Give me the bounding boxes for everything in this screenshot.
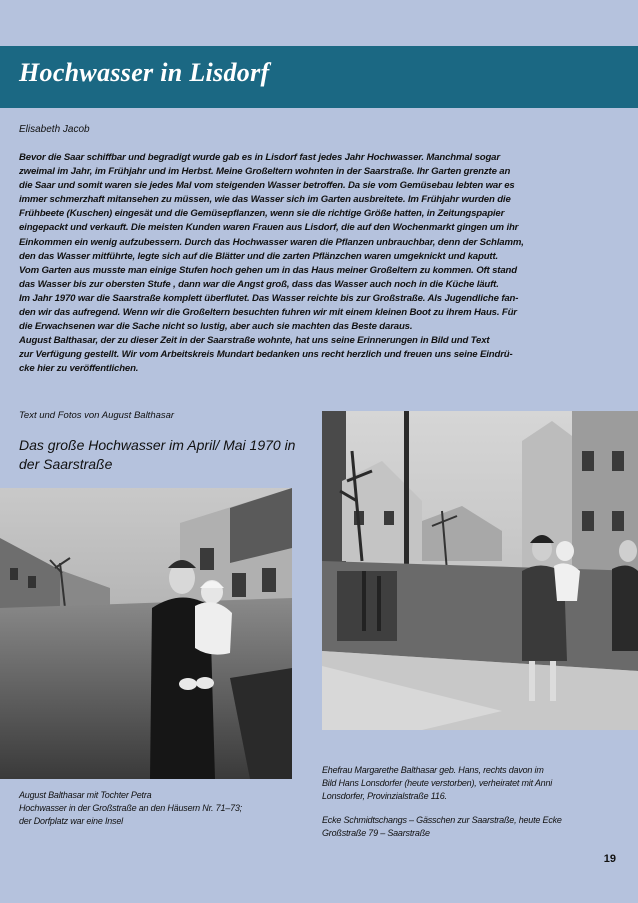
body-line: August Balthasar, der zu dieser Zeit in der Saarstraße wohnte, hat uns seine Erinnerungen in Bild und Text [19, 335, 490, 347]
subtitle-line: Das große Hochwasser im April/ Mai 1970 in [19, 437, 296, 453]
caption-left [19, 789, 242, 827]
body-line: den das Wasser mitführte, legte sich auf die Blätter und die zarten Pflänzchen waren umgeknickt und kaputt. [19, 250, 499, 262]
author: Elisabeth Jacob [19, 124, 90, 135]
body-line: Bevor die Saar schiffbar und begradigt wurde gab es in Lisdorf fast jedes Jahr Hochwasser. Manchmal sogar [19, 152, 500, 163]
flood-photo-grossstrasse [0, 488, 292, 779]
article-body [19, 151, 619, 377]
caption-line: August Balthasar mit Tochter Petra [19, 790, 152, 800]
body-line: Frühbeete (Kuschen) eingesät und die Gemüsepflanzen, wenn sie die richtige Größe hatten, in Zeitungspapier [19, 208, 505, 220]
body-line: Einkommen ein wenig aufzubessern. Durch das Hochwasser waren die Pflanzen unbrauchbar, denn der Schlamm, [19, 236, 524, 248]
caption-right [322, 764, 562, 840]
photo-credit: Text und Fotos von August Balthasar [19, 410, 175, 421]
body-line: Im Jahr 1970 war die Saarstraße komplett überflutet. Das Wasser reichte bis zur Großstraße. Als Jugendliche fan- [19, 292, 519, 304]
caption-line: Ecke Schmidtschangs – Gässchen zur Saarstraße, heute Ecke [322, 815, 562, 826]
body-line: den wir das aufregend. Wenn wir die Großeltern besuchten fuhren wir mit einem kleinen Boot zu ihrem Haus. Für [19, 307, 517, 319]
body-line: die Saar und somit waren sie jedes Mal vom steigenden Wasser betroffen. Da sie vom Gemüsebau lebten war es [19, 180, 515, 192]
subtitle-line: der Saarstraße [19, 456, 113, 472]
caption-line: Hochwasser in der Großstraße an den Häusern Nr. 71–73; [19, 802, 242, 813]
body-line: die Erwachsenen war die Sache nicht so lustig, aber auch sie machten das Beste daraus. [19, 321, 413, 333]
page-number: 19 [603, 853, 616, 865]
section-subtitle [19, 436, 299, 474]
caption-line: Bild Hans Lonsdorfer (heute verstorben), verheiratet mit Anni [322, 777, 553, 788]
page-title: Hochwasser in Lisdorf [19, 58, 270, 87]
body-line: zweimal im Jahr, im Frühjahr und im Herbst. Meine Großeltern wohnten in der Saarstraße. Ihr Garten grenzte an [19, 166, 511, 178]
body-line: das Wasser bis zur obersten Stufe , dann war die Angst groß, dass das Wasser auch noch in die Küche läuft. [19, 278, 499, 290]
caption-line: Lonsdorfer, Provinzialstraße 116. [322, 790, 447, 801]
caption-line: der Dorfplatz war eine Insel [19, 815, 123, 826]
body-line: zur Verfügung gestellt. Wir vom Arbeitskreis Mundart bedanken uns recht herzlich und freuen uns seine Eindrü- [19, 349, 513, 361]
flood-photo-saarstrasse [322, 411, 638, 730]
caption-line: Großstraße 79 – Saarstraße [322, 828, 430, 839]
body-line: eingepackt und verkauft. Die meisten Kunden waren Frauen aus Lisdorf, die auf den Wochenmarkt gingen um ihr [19, 222, 519, 234]
title-band [0, 46, 638, 108]
body-line: Vom Garten aus musste man einige Stufen hoch gehen um in das Haus meiner Großeltern zu kommen. Oft stand [19, 264, 517, 276]
caption-line: Ehefrau Margarethe Balthasar geb. Hans, rechts davon im [322, 765, 544, 775]
body-line: immer schmerzhaft mitansehen zu müssen, wie das Wasser sich im Garten ausbreitete. Im Frühjahr wurden die [19, 194, 511, 206]
body-line: cke hier zu veröffentlichen. [19, 363, 139, 375]
